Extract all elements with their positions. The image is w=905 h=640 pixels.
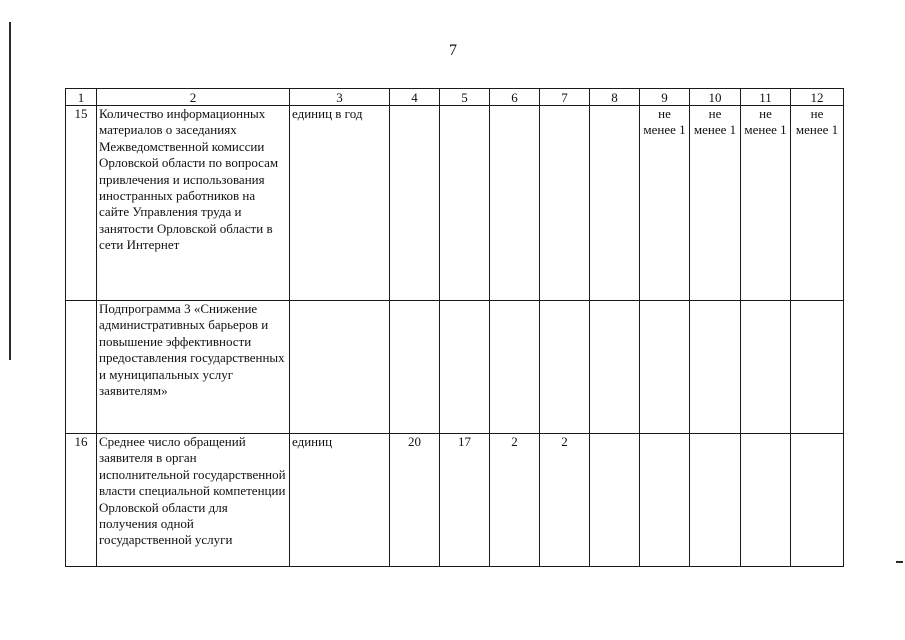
value-cell — [690, 434, 741, 567]
value-cell — [690, 301, 741, 434]
unit-cell — [290, 301, 390, 434]
indicator-name: Количество информационных материалов о заседаниях Межведомственной комиссии Орловской области по вопросам привлечения и использования иностранных работников на сайте Управления труда и занятости Орловской области в сети Интернет — [97, 106, 290, 301]
scan-edge-mark — [896, 561, 903, 563]
unit-cell: единиц — [290, 434, 390, 567]
value-cell — [640, 434, 690, 567]
header-row — [66, 89, 844, 106]
value-cell: 17 — [440, 434, 490, 567]
value-cell — [390, 301, 440, 434]
page-number: 7 — [449, 42, 457, 59]
value-cell — [741, 301, 791, 434]
value-cell: 20 — [390, 434, 440, 567]
table-row — [66, 434, 844, 567]
indicator-table — [65, 88, 844, 567]
column-header: 10 — [690, 89, 741, 106]
value-cell — [440, 301, 490, 434]
value-cell — [640, 301, 690, 434]
column-header: 11 — [741, 89, 791, 106]
row-number: 16 — [66, 434, 97, 567]
value-cell — [590, 434, 640, 567]
value-cell: не менее 1 — [741, 106, 791, 301]
value-cell: 2 — [540, 434, 590, 567]
value-cell — [440, 106, 490, 301]
value-cell — [540, 301, 590, 434]
table-row — [66, 106, 844, 301]
table-row — [66, 301, 844, 434]
column-header: 8 — [590, 89, 640, 106]
value-cell — [590, 301, 640, 434]
column-header: 7 — [540, 89, 590, 106]
column-header: 12 — [791, 89, 844, 106]
column-header: 2 — [97, 89, 290, 106]
scan-border-line — [9, 22, 11, 360]
value-cell — [390, 106, 440, 301]
value-cell: не менее 1 — [640, 106, 690, 301]
value-cell — [741, 434, 791, 567]
indicator-name: Среднее число обращений заявителя в орган исполнительной государственной власти специальной компетенции Орловской области для получения одной государственной услуги — [97, 434, 290, 567]
column-header: 4 — [390, 89, 440, 106]
value-cell — [590, 106, 640, 301]
row-number: 15 — [66, 106, 97, 301]
value-cell — [540, 106, 590, 301]
value-cell — [791, 434, 844, 567]
value-cell — [490, 301, 540, 434]
row-number — [66, 301, 97, 434]
column-header: 9 — [640, 89, 690, 106]
column-header: 5 — [440, 89, 490, 106]
unit-cell: единиц в год — [290, 106, 390, 301]
value-cell: не менее 1 — [690, 106, 741, 301]
value-cell — [791, 301, 844, 434]
column-header: 6 — [490, 89, 540, 106]
column-header: 1 — [66, 89, 97, 106]
value-cell — [490, 106, 540, 301]
value-cell: 2 — [490, 434, 540, 567]
value-cell: не менее 1 — [791, 106, 844, 301]
column-header: 3 — [290, 89, 390, 106]
subprogram-title: Подпрограмма 3 «Снижение административных барьеров и повышение эффективности предоставления государственных и муниципальных услуг заявителям» — [97, 301, 290, 434]
